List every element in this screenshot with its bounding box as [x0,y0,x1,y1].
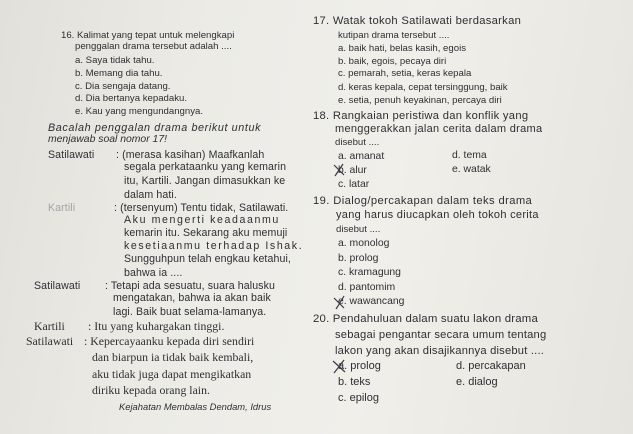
q19-stem-line3: disebut .... [336,224,381,235]
dialog-2-line1: : (tersenyum) Tentu tidak, Satilawati. [114,202,289,214]
q16-option-c: c. Dia sengaja datang. [75,81,171,92]
q20-stem-line3: lakon yang akan disajikannya disebut .... [335,345,545,357]
dialog-3-line1: : Tetapi ada sesuatu, suara halusku [105,280,275,292]
q18-stem-line2: menggerakkan jalan cerita dalam drama [335,123,543,135]
q20-option-e: e. dialog [456,376,498,388]
dialog-2-line6: bahwa ia .... [124,267,183,279]
q18-option-e: e. watak [452,164,491,175]
q16-option-d: d. Dia bertanya kepadaku. [75,93,188,104]
dialog-3-line2: mengatakan, bahwa ia akan baik [113,292,271,304]
dialog-3-line3: lagi. Baik buat selama-lamanya. [113,306,267,318]
q16-stem-line2: penggalan drama tersebut adalah .... [75,41,232,52]
speaker-kartili-2: Kartili [34,319,65,333]
q16-stem-line1: 16. Kalimat yang tepat untuk melengkapi [61,30,235,41]
q19-option-a: a. monolog [338,238,390,249]
q17-stem-line1: 17. Watak tokoh Satilawati berdasarkan [313,15,522,27]
dialog-1-line3: itu, Kartili. Jangan dimasukkan ke [124,175,286,187]
dialog-2-line2: Aku mengerti keadaanmu [124,214,280,226]
q20-option-d: d. percakapan [456,360,526,372]
q19-stem-line1: 19. Dialog/percakapan dalam teks drama [313,195,533,207]
q17-option-a: a. baik hati, belas kasih, egois [338,43,466,54]
source-citation: Kejahatan Membalas Dendam, Idrus [119,401,272,412]
q20-stem-line1: 20. Pendahuluan dalam suatu lakon drama [313,313,539,325]
q17-option-c: c. pemarah, setia, keras kepala [338,68,472,79]
dialog-2-line5: Sungguhpun telah engkau ketahui, [124,253,291,265]
q20-option-b: b. teks [338,376,371,388]
q18-option-c: c. latar [338,179,370,190]
dialog-5-line1: : Kepercayaanku kepada diri sendiri [84,334,255,348]
dialog-1-line4: dalam hati. [124,189,177,201]
q17-stem-line2: kutipan drama tersebut .... [338,30,450,41]
q18-stem-line1: 18. Rangkaian peristiwa dan konflik yang [313,110,529,122]
q18-option-b: b. alur [338,165,367,176]
dialog-5-line3: aku tidak juga dapat mengikatkan [92,367,252,381]
q18-option-a: a. amanat [338,151,385,162]
speaker-kartili-1: Kartili [48,202,76,214]
speaker-satilawati-2: Satilawati [34,280,81,292]
dialog-1-line2: segala perkataanku yang kemarin [124,161,287,173]
q18-option-d: d. tema [452,150,487,161]
instruction-line2: menjawab soal nomor 17! [48,134,167,145]
q19-option-e: e. wawancang [338,296,405,307]
q20-option-c: c. epilog [338,392,379,404]
dialog-2-line4: kesetiaanmu terhadap Ishak. [124,240,304,252]
speaker-satilawati-3: Satilawati [26,334,74,348]
dialog-5-line2: dan biarpun ia tidak baik kembali, [92,350,254,364]
dialog-1-line1: : (merasa kasihan) Maafkanlah [116,149,265,161]
q17-option-d: d. keras kepala, cepat tersinggung, baik [338,82,508,93]
q19-option-b: b. prolog [338,253,379,264]
q17-option-e: e. setia, penuh keyakinan, percaya diri [338,95,502,106]
q16-option-a: a. Saya tidak tahu. [75,55,155,66]
q20-option-a: a. prolog [338,360,381,372]
q16-option-b: b. Memang dia tahu. [75,68,163,79]
speaker-satilawati-1: Satilawati [48,149,95,161]
q18-stem-line3: disebut .... [335,137,380,148]
q19-option-c: c. kramagung [338,267,401,278]
q17-option-b: b. baik, egois, pecaya diri [338,56,447,67]
dialog-4-line1: : Itu yang kuhargakan tinggi. [88,319,225,333]
dialog-2-line3: kemarin itu. Sekarang aku memuji [124,227,288,239]
instruction-line1: Bacalah penggalan drama berikut untuk [48,122,262,134]
q19-option-d: d. pantomim [338,282,396,293]
q20-stem-line2: sebagai pengantar secara umum tentang [335,329,547,341]
q19-stem-line2: yang harus diucapkan oleh tokoh cerita [336,209,539,221]
dialog-5-line4: diriku kepada orang lain. [92,383,210,397]
q16-option-e: e. Kau yang mengundangnya. [75,106,204,117]
